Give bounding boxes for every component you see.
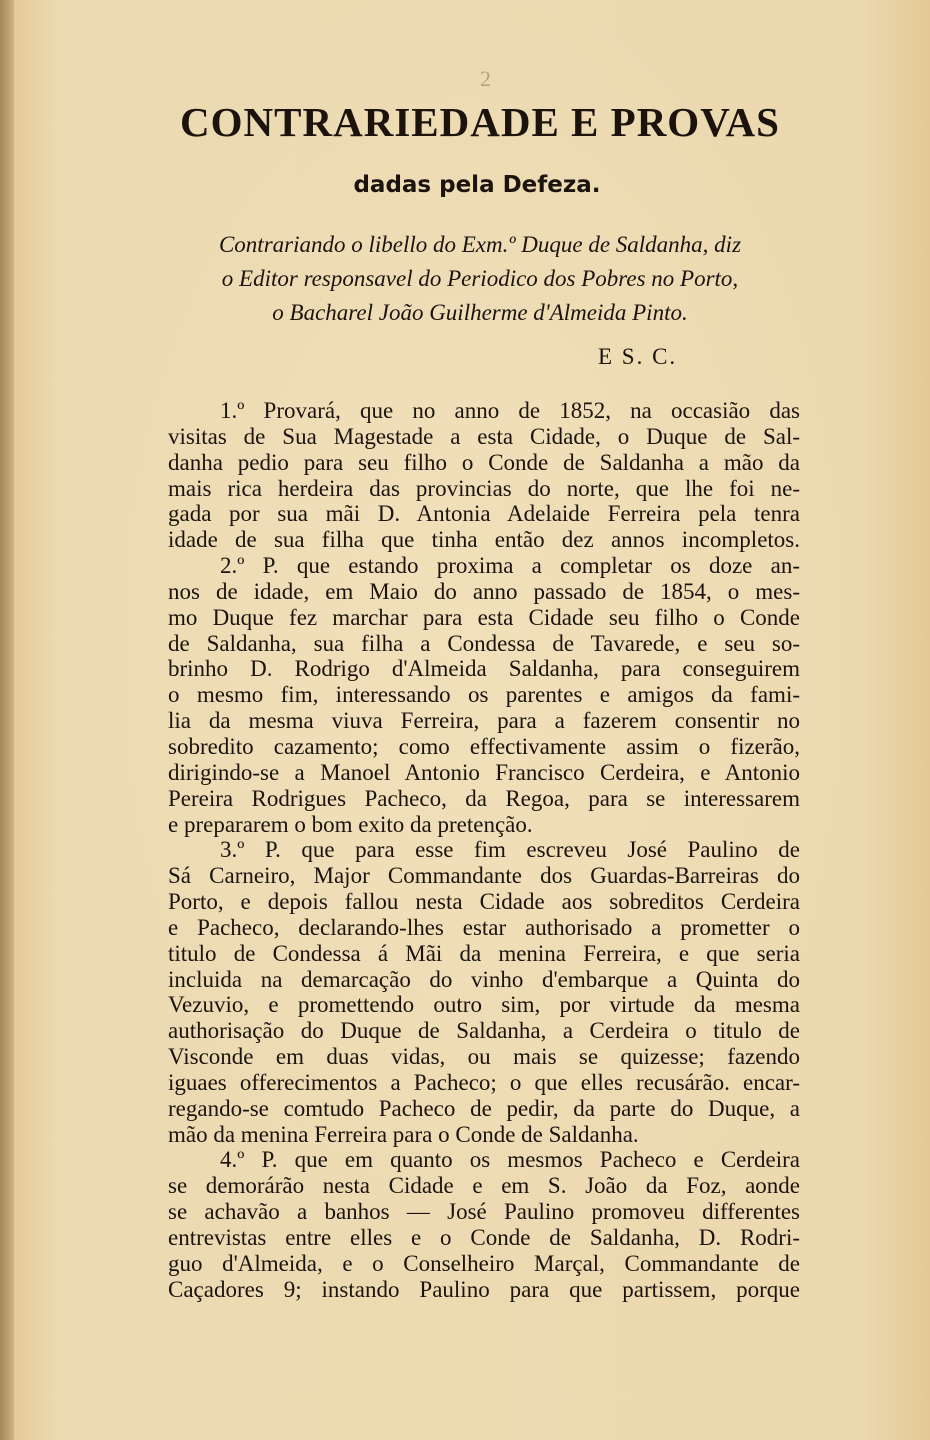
body-line: regando-se comtudo Pacheco de pedir, da parte do Duque, a xyxy=(168,1095,800,1121)
body-line: Visconde em duas vidas, ou mais se quizesse; fazendo xyxy=(168,1044,800,1070)
body-line: se achavão a banhos — José Paulino promoveu differentes xyxy=(168,1199,800,1225)
body-line: Sá Carneiro, Major Commandante dos Guardas-Barreiras do xyxy=(168,863,800,889)
body-line: authorisação do Duque de Saldanha, a Cerdeira o titulo de xyxy=(168,1018,800,1044)
closing-formula: E S. C. xyxy=(598,344,678,369)
body-line: e Pacheco, declarando-lhes estar authorisado a prometter o xyxy=(168,914,800,940)
intro-line: o Bacharel João Guilherme d'Almeida Pinto. xyxy=(272,300,688,325)
intro-line: o Editor responsavel do Periodico dos Pobres no Porto, xyxy=(221,266,739,291)
body-line: 1.º Provará, que no anno de 1852, na occasião das xyxy=(220,398,800,423)
body-line: dirigindo-se a Manoel Antonio Francisco Cerdeira, e Antonio xyxy=(168,759,800,785)
body-line: visitas de Sua Magestade a esta Cidade, o Duque de Sal- xyxy=(168,423,800,449)
body-line: Caçadores 9; instando Paulino para que partissem, porque xyxy=(168,1276,800,1302)
page-binding-edge xyxy=(0,0,14,1440)
body-line: mais rica herdeira das provincias do norte, que lhe foi ne- xyxy=(168,475,800,501)
body-line: Vezuvio, e promettendo outro sim, por virtude da mesma xyxy=(168,992,800,1018)
body-line: titulo de Condessa á Mãi da menina Ferreira, e que seria xyxy=(168,940,800,966)
body-line: gada por sua mãi D. Antonia Adelaide Ferreira pela tenra xyxy=(168,501,800,527)
intro-paragraph xyxy=(150,228,810,330)
body-line: 4.º P. que em quanto os mesmos Pacheco e Cerdeira xyxy=(220,1147,800,1173)
body-line: brinho D. Rodrigo d'Almeida Saldanha, para conseguirem xyxy=(168,656,800,682)
body-line: idade de sua filha que tinha então dez annos incompletos. xyxy=(168,527,800,553)
body-line: iguaes offerecimentos a Pacheco; o que elles recusárão. encar- xyxy=(168,1069,800,1095)
body-line: entrevistas entre elles e o Conde de Saldanha, D. Rodri- xyxy=(168,1225,800,1250)
body-line: guo d'Almeida, e o Conselheiro Marçal, Commandante de xyxy=(168,1250,800,1276)
document-title: CONTRARIEDADE E PROVAS xyxy=(180,99,780,145)
body-line: 2.º P. que estando proxima a completar os doze an- xyxy=(220,553,800,579)
body-line: se demorárão nesta Cidade e em S. João da Foz, aonde xyxy=(168,1173,800,1199)
body-line: mão da menina Ferreira para o Conde de Saldanha. xyxy=(168,1121,639,1147)
body-line: e prepararem o bom exito da pretenção. xyxy=(168,811,533,837)
intro-line: Contrariando o libello do Exm.º Duque de Saldanha, diz xyxy=(218,232,742,257)
document-subtitle: dadas pela Defeza. xyxy=(353,172,601,198)
articles-body xyxy=(168,398,800,1303)
body-line: mo Duque fez marchar para esta Cidade seu filho o Conde xyxy=(168,604,800,630)
body-line: sobredito cazamento; como effectivamente assim o fizerão, xyxy=(168,733,800,759)
body-line: danha pedio para seu filho o Conde de Saldanha a mão da xyxy=(168,449,800,475)
body-line: nos de idade, em Maio do anno passado de 1854, o mes- xyxy=(168,578,800,604)
body-line: Porto, e depois fallou nesta Cidade aos sobreditos Cerdeira xyxy=(168,889,800,915)
body-line: Pereira Rodrigues Pacheco, da Regoa, para se interessarem xyxy=(168,785,800,811)
body-line: 3.º P. que para esse fim escreveu José Paulino de xyxy=(220,837,800,863)
body-line: de Saldanha, sua filha a Condessa de Tavarede, e seu so- xyxy=(168,630,800,656)
page-number: 2 xyxy=(480,66,491,91)
body-line: incluida na demarcação do vinho d'embarque a Quinta do xyxy=(168,966,800,992)
body-line: o mesmo fim, interessando os parentes e amigos da fami- xyxy=(168,682,800,708)
body-line: lia da mesma viuva Ferreira, para a fazerem consentir no xyxy=(168,708,800,734)
